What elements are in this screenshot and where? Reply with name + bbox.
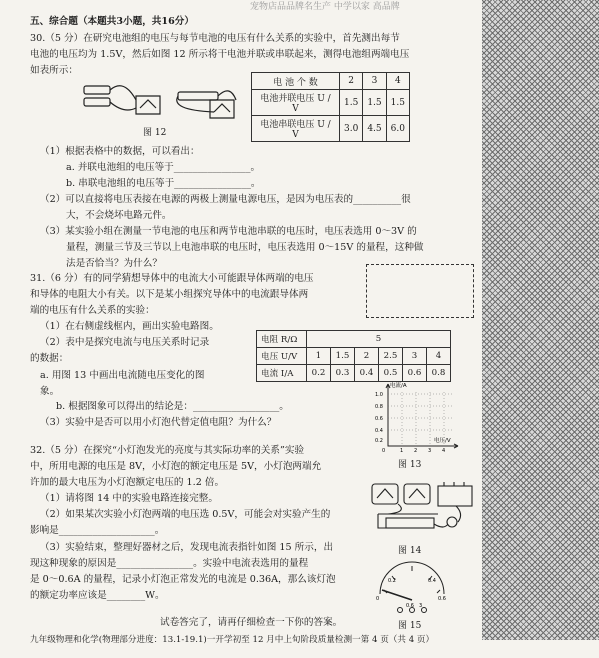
q32-sub: 是 0～0.6A 的量程，记录小灯泡正常发光的电流是 0.36A，那么该灯泡 [30,574,336,585]
q30-line: 如表所示： [30,65,78,76]
q30-line: 30.（5 分）在研究电池组的电压与每节电池的电压有什么关系的实验中，首先测出每节 [30,33,400,44]
graph-y-tick: 0.6 [375,416,383,422]
fig15-caption: 图 15 [398,621,422,631]
q30-sub: 法是否恰当？为什么？ [66,258,162,269]
figure-14-circuit [368,478,478,540]
meter-scale: 0.6 [438,596,446,602]
q30-sub: （2）可以直接将电压表接在电源的两极上测量电源电压，是因为电压表的__________很 [40,194,411,205]
table-cell: 电阻 R/Ω [257,331,307,348]
q32-sub: （2）如果某次实验小灯泡两端的电压选 0.5V，可能会对实验产生的 [40,509,331,520]
q30-sub: a. 并联电池组的电压等于________________。 [66,162,261,173]
figure-13-graph [372,380,462,454]
q30-sub: （1）根据表格中的数据，可以看出： [40,146,200,157]
graph-x-tick: 4 [442,448,446,454]
fig12-caption: 图 12 [143,128,167,138]
q32-line: 32.（5 分）在探究“小灯泡发光的亮度与其实际功率的关系”实验 [30,445,305,456]
q30-sub: b. 串联电池组的电压等于________________。 [66,178,261,189]
table-cell: 1.5 [363,90,386,116]
table-cell: 0.3 [331,365,355,382]
table-cell: 4 [386,73,409,90]
table-cell: 0.6 [403,365,427,382]
table-cell: 1.5 [386,90,409,116]
table-cell: 0.2 [307,365,331,382]
meter-scale: 0 [376,596,380,602]
graph-y-tick: 1.0 [375,392,383,398]
q32-line: 中，所用电源的电压是 8V，小灯泡的额定电压是 5V，小灯泡两端允 [30,461,322,472]
graph-y-tick: 0.4 [375,428,383,434]
fig14-caption: 图 14 [398,546,422,556]
bleed-through-header: 宠物店品品牌名生产 中学以家 高品牌 [250,2,400,12]
table-cell: 电 池 个 数 [252,73,340,90]
table-cell: 2 [355,348,379,365]
table-cell: 1.5 [331,348,355,365]
q31-sub: 的数据： [30,353,69,364]
table-cell: 1 [307,348,331,365]
q32-sub: （3）实验结束，整理好器材之后，发现电流表指针如图 15 所示，出 [40,542,334,553]
table-row [257,348,451,365]
q32-sub: 的额定功率应该是________W。 [30,590,165,601]
q30-sub: （3）某实验小组在测量一节电池的电压和两节电池串联的电压时，电压表选用 0～3V 的 [40,226,417,237]
q31-sub: （1）在右侧虚线框内，画出实验电路图。 [40,321,219,332]
table-row [252,90,410,116]
circuit-drawing-box [366,264,474,318]
hatched-margin [482,0,599,640]
q30-sub: 大，不会烧坏电路元件。 [66,210,172,221]
q32-sub: （1）请将图 14 中的实验电路连接完整。 [40,493,218,504]
table-cell: 0.5 [379,365,403,382]
graph-origin: 0 [382,448,386,454]
closing-reminder: 试卷答完了，请再仔细检查一下你的答案。 [160,617,343,628]
q31-sub: b. 根据图象可以得出的结论是：__________________。 [56,401,289,412]
graph-y-tick: 0.8 [375,404,383,410]
graph-x-title: 电压/V [434,438,451,444]
q31-line: 和导体的电阻大小有关。以下是某小组探究导体中的电流跟导体两 [30,289,309,300]
fig13-caption: 图 13 [398,460,422,470]
q32-sub: 现这种现象的原因是________________。实验中电流表选用的量程 [30,558,309,569]
table-cell: 3 [403,348,427,365]
section-title: 五、综合题（本题共3小题，共16分） [30,16,194,27]
graph-x-tick: 3 [428,448,432,454]
page-footer: 九年级物理和化学(物理部分进度：13.1-19.1)一开学初至 12 月中上旬阶段质量检测一第 4 页（共 4 页） [30,635,435,645]
graph-x-tick: 2 [414,448,418,454]
table-cell: 4.5 [363,116,386,142]
q31-line: 31.（6 分）有的同学猜想导体中的电流大小可能跟导体两端的电压 [30,273,314,284]
meter-scale: 3 [419,603,423,609]
table-cell: 1.5 [340,90,363,116]
q31-sub: 象。 [40,386,60,397]
table-header-row [252,73,410,90]
table-cell: 电流 I/A [257,365,307,382]
meter-scale: 0.6 [406,603,414,609]
q32-line: 许加的最大电压为小灯泡额定电压的 1.2 倍。 [30,477,225,488]
table-row [257,365,451,382]
table-cell: 2 [340,73,363,90]
table-cell: 0.8 [427,365,451,382]
meter-scale: 0.2 [388,578,396,584]
figure-12-circuits [80,78,246,124]
table-row [257,331,451,348]
table-cell: 4 [427,348,451,365]
q31-sub: （3）实验中是否可以用小灯泡代替定值电阻？为什么？ [40,417,277,428]
graph-x-tick: 1 [400,448,404,454]
q32-sub: 影响是____________________。 [30,525,165,536]
table-cell: 3 [363,73,386,90]
meter-scale: 0.4 [428,578,436,584]
table-cell: 5 [307,331,451,348]
graph-y-tick: 0.2 [375,438,383,444]
q30-sub: 量程，测量三节及三节以上电池串联的电压时，电压表选用 0～15V 的量程，这种做 [66,242,424,253]
table-row [252,116,410,142]
q31-sub: a. 用图 13 中画出电流随电压变化的图 [40,370,205,381]
q30-voltage-table [251,72,410,142]
q31-data-table [256,330,451,382]
table-cell: 电池串联电压 U / V [252,116,340,142]
q30-line: 电池的电压均为 1.5V，然后如图 12 所示将干电池并联或串联起来，测得电池组两端电压 [30,49,410,60]
table-cell: 电池并联电压 U / V [252,90,340,116]
figure-15-ammeter [372,560,452,616]
graph-y-title: 电流/A [390,383,407,389]
table-cell: 电压 U/V [257,348,307,365]
table-cell: 3.0 [340,116,363,142]
table-cell: 2.5 [379,348,403,365]
q31-sub: （2）表中是探究电流与电压关系时记录 [40,337,210,348]
table-cell: 6.0 [386,116,409,142]
q31-line: 端的电压有什么关系的实验： [30,305,155,316]
table-cell: 0.4 [355,365,379,382]
